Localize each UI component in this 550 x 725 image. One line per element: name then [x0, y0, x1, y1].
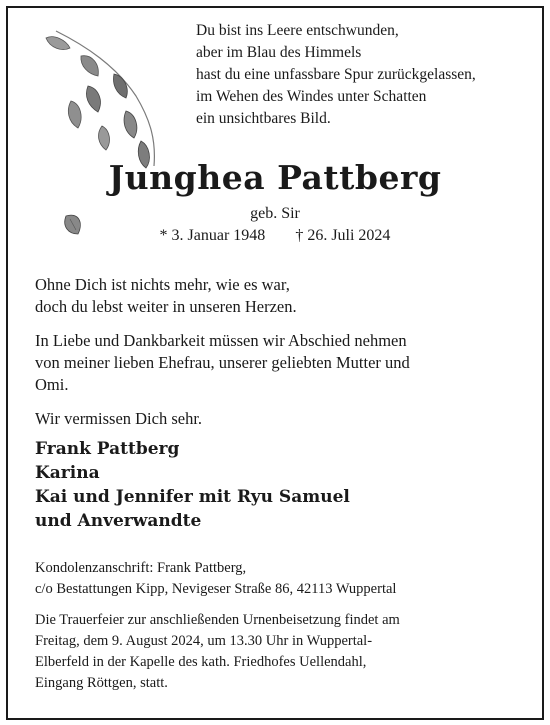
- text-line: von meiner lieben Ehefrau, unserer geliebten Mutter und: [35, 353, 410, 372]
- birth-date: * 3. Januar 1948: [159, 227, 266, 244]
- text-line: Wir vermissen Dich sehr.: [35, 409, 203, 428]
- obituary-card: [6, 6, 544, 720]
- life-dates: [8, 227, 542, 245]
- death-date: † 26. Juli 2024: [295, 227, 391, 244]
- signers-list: [35, 437, 535, 533]
- paragraph-remembrance: [35, 274, 535, 318]
- poem-line: im Wehen des Windes unter Schatten: [196, 88, 427, 105]
- ceremony-info: [35, 610, 535, 694]
- poem-line: hast du eine unfassbare Spur zurückgelassen,: [196, 66, 476, 83]
- poem-line: ein unsichtbares Bild.: [196, 110, 331, 127]
- text-line: Omi.: [35, 375, 69, 394]
- paragraph-farewell: [35, 330, 535, 396]
- poem-line: aber im Blau des Himmels: [196, 44, 362, 61]
- poem-line: Du bist ins Leere entschwunden,: [196, 22, 399, 39]
- paragraph-miss: [35, 408, 535, 430]
- poem: [196, 20, 536, 130]
- text-line: Die Trauerfeier zur anschließenden Urnenbeisetzung findet am: [35, 612, 400, 628]
- text-line: doch du lebst weiter in unseren Herzen.: [35, 297, 297, 316]
- signer: Frank Pattberg: [35, 439, 180, 459]
- condolence-address: [35, 558, 535, 600]
- text-line: Eingang Röttgen, statt.: [35, 675, 168, 691]
- maiden-name: geb. Sir: [250, 205, 300, 222]
- text-line: c/o Bestattungen Kipp, Nevigeser Straße 86, 42113 Wuppertal: [35, 581, 397, 597]
- text-line: Ohne Dich ist nichts mehr, wie es war,: [35, 275, 290, 294]
- signer: und Anverwandte: [35, 511, 202, 531]
- deceased-name: Junghea Pattberg: [108, 158, 442, 197]
- text-line: Elberfeld in der Kapelle des kath. Friedhofes Uellendahl,: [35, 654, 367, 670]
- signer: Karina: [35, 463, 100, 483]
- text-line: Kondolenzanschrift: Frank Pattberg,: [35, 560, 247, 576]
- text-line: In Liebe und Dankbarkeit müssen wir Abschied nehmen: [35, 331, 407, 350]
- text-line: Freitag, dem 9. August 2024, um 13.30 Uhr in Wuppertal-: [35, 633, 373, 649]
- signer: Kai und Jennifer mit Ryu Samuel: [35, 487, 350, 507]
